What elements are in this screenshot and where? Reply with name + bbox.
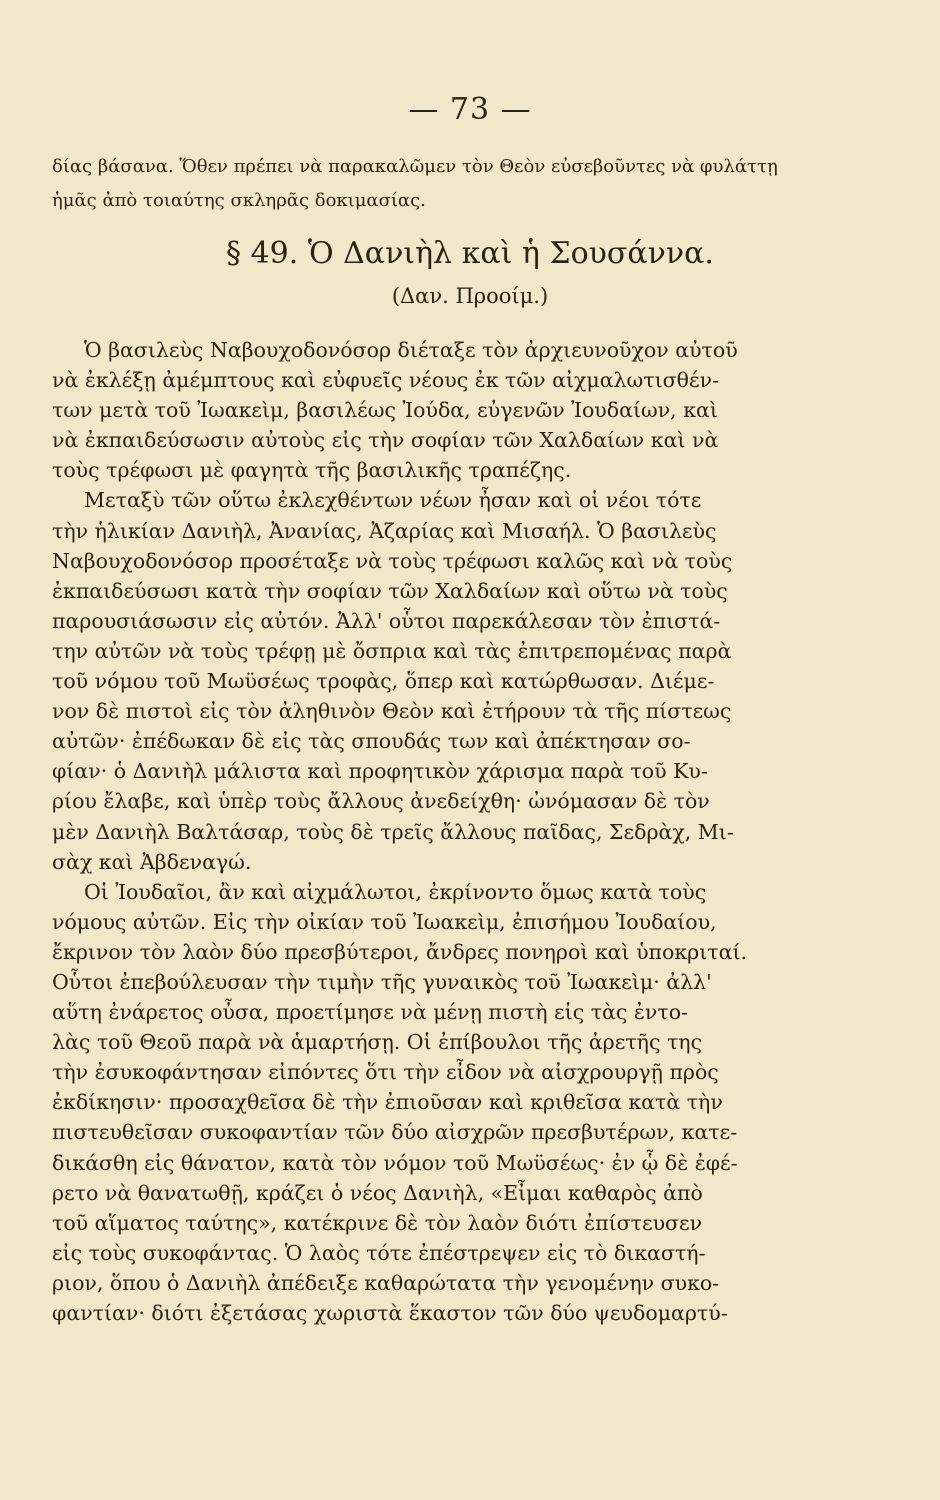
body-line: νὰ ἐκλέξῃ ἀμέμπτους καὶ εὐφυεῖς νέους ἐκ τῶν αἰχμαλωτισθέν- xyxy=(52,368,719,393)
body-line: την αὐτῶν νὰ τοὺς τρέφῃ μὲ ὄσπρια καὶ τὰς ἐπιτρεπομένας παρὰ xyxy=(52,638,732,663)
body-line: ἐκπαιδεύσωσι κατὰ τὴν σοφίαν τῶν Χαλδαίων καὶ οὕτω νὰ τοὺς xyxy=(52,578,728,603)
body-line: νον δὲ πιστοὶ εἰς τὸν ἀληθινὸν Θεὸν καὶ ἐτήρουν τὰ τῆς πίστεως xyxy=(52,699,732,724)
body-line: των μετὰ τοῦ Ἰωακεὶμ, βασιλέως Ἰούδα, εὐγενῶν Ἰουδαίων, καὶ xyxy=(52,398,718,423)
body-line: Οὗτοι ἐπεβούλευσαν τὴν τιμὴν τῆς γυναικὸς τοῦ Ἰωακεὶμ· ἀλλ' xyxy=(52,969,712,994)
body-line: τὴν ἡλικίαν Δανιὴλ, Ἀνανίας, Ἀζαρίας καὶ Μισαήλ. Ὁ βασιλεὺς xyxy=(52,518,717,543)
body-line: ριον, ὅπου ὁ Δανιὴλ ἀπέδειξε καθαρώτατα τὴν γενομένην συκο- xyxy=(52,1270,720,1295)
body-line: νόμους αὐτῶν. Εἰς τὴν οἰκίαν τοῦ Ἰωακεὶμ, ἐπισήμου Ἰουδαίου, xyxy=(52,909,717,934)
intro-paragraph xyxy=(52,150,872,218)
body-line: ἔκρινον τὸν λαὸν δύο πρεσβύτεροι, ἄνδρες πονηροὶ καὶ ὑποκριταί. xyxy=(52,939,747,964)
body-line: ρετο νὰ θανατωθῇ, κράζει ὁ νέος Δανιὴλ, «Εἶμαι καθαρὸς ἀπὸ xyxy=(52,1180,703,1205)
body-line: λὰς τοῦ Θεοῦ παρὰ νὰ ἁμαρτήσῃ. Οἱ ἐπίβουλοι τῆς ἀρετῆς της xyxy=(52,1030,703,1055)
body-line: Οἱ Ἰουδαῖοι, ἂν καὶ αἰχμάλωτοι, ἐκρίνοντο ὅμως κατὰ τοὺς xyxy=(84,879,707,904)
body-line: σὰχ καὶ Ἀβδεναγώ. xyxy=(52,849,252,874)
body-line: τοῦ νόμου τοῦ Μωϋσέως τροφὰς, ὅπερ καὶ κατώρθωσαν. Διέμε- xyxy=(52,669,715,694)
page-number: — 73 — xyxy=(408,92,532,127)
body-line: νὰ ἐκπαιδεύσωσιν αὐτοὺς εἰς τὴν σοφίαν τῶν Χαλδαίων καὶ νὰ xyxy=(52,428,719,453)
body-line: ἐκδίκησιν· προσαχθεῖσα δὲ τὴν ἐπιοῦσαν καὶ κριθεῖσα κατὰ τὴν xyxy=(52,1090,723,1115)
body-line: Ναβουχοδονόσορ προσέταξε νὰ τοὺς τρέφωσι καλῶς καὶ νὰ τοὺς xyxy=(52,548,733,573)
body-line: πιστευθεῖσαν συκοφαντίαν τῶν δύο αἰσχρῶν πρεσβυτέρων, κατε- xyxy=(52,1120,738,1145)
body-text xyxy=(52,335,864,1328)
body-line: φίαν· ὁ Δανιὴλ μάλιστα καὶ προφητικὸν χάρισμα παρὰ τοῦ Κυ- xyxy=(52,759,708,784)
body-line: τοῦ αἵματος ταύτης», κατέκρινε δὲ τὸν λαὸν διότι ἐπίστευσεν xyxy=(52,1210,703,1235)
body-line: αὐτῶν· ἐπέδωκαν δὲ εἰς τὰς σπουδάς των καὶ ἀπέκτησαν σο- xyxy=(52,729,691,754)
intro-line: ἡμᾶς ἀπὸ τοιαύτης σκληρᾶς δοκιμασίας. xyxy=(52,190,426,211)
section-reference: (Δαν. Προοίμ.) xyxy=(391,284,549,308)
intro-line: δίας βάσανα. Ὅθεν πρέπει νὰ παρακαλῶμεν τὸν Θεὸν εὐσεβοῦντες νὰ φυλάττῃ xyxy=(52,156,778,177)
body-line: μὲν Δανιὴλ Βαλτάσαρ, τοὺς δὲ τρεῖς ἄλλους παῖδας, Σεδρὰχ, Μι- xyxy=(52,819,734,844)
body-line: αὕτη ἐνάρετος οὖσα, προετίμησε νὰ μένῃ πιστὴ εἰς τὰς ἐντο- xyxy=(52,1000,688,1025)
body-line: τὴν ἐσυκοφάντησαν εἰπόντες ὅτι τὴν εἶδον νὰ αἰσχρουργῇ πρὸς xyxy=(52,1060,719,1085)
body-line: δικάσθη εἰς θάνατον, κατὰ τὸν νόμον τοῦ Μωϋσέως· ἐν ᾧ δὲ ἐφέ- xyxy=(52,1150,738,1175)
body-line: Μεταξὺ τῶν οὕτω ἐκλεχθέντων νέων ἦσαν καὶ οἱ νέοι τότε xyxy=(84,488,702,513)
body-line: τοὺς τρέφωσι μὲ φαγητὰ τῆς βασιλικῆς τραπέζης. xyxy=(52,458,572,483)
body-line: παρουσιάσωσιν εἰς αὐτόν. Ἀλλ' οὗτοι παρεκάλεσαν τὸν ἐπιστά- xyxy=(52,608,721,633)
body-line: Ὁ βασιλεὺς Ναβουχοδονόσορ διέταξε τὸν ἀρχιευνοῦχον αὐτοῦ xyxy=(84,338,738,362)
section-title: § 49. Ὁ Δανιὴλ καὶ ἡ Σουσάννα. xyxy=(226,236,714,271)
body-line: φαντίαν· διότι ἐξετάσας χωριστὰ ἕκαστον τῶν δύο ψευδομαρτύ- xyxy=(52,1301,728,1325)
body-line: ρίου ἔλαβε, καὶ ὑπὲρ τοὺς ἄλλους ἀνεδείχθη· ὠνόμασαν δὲ τὸν xyxy=(52,789,710,814)
body-line: εἰς τοὺς συκοφάντας. Ὁ λαὸς τότε ἐπέστρεψεν εἰς τὸ δικαστή- xyxy=(52,1240,706,1265)
